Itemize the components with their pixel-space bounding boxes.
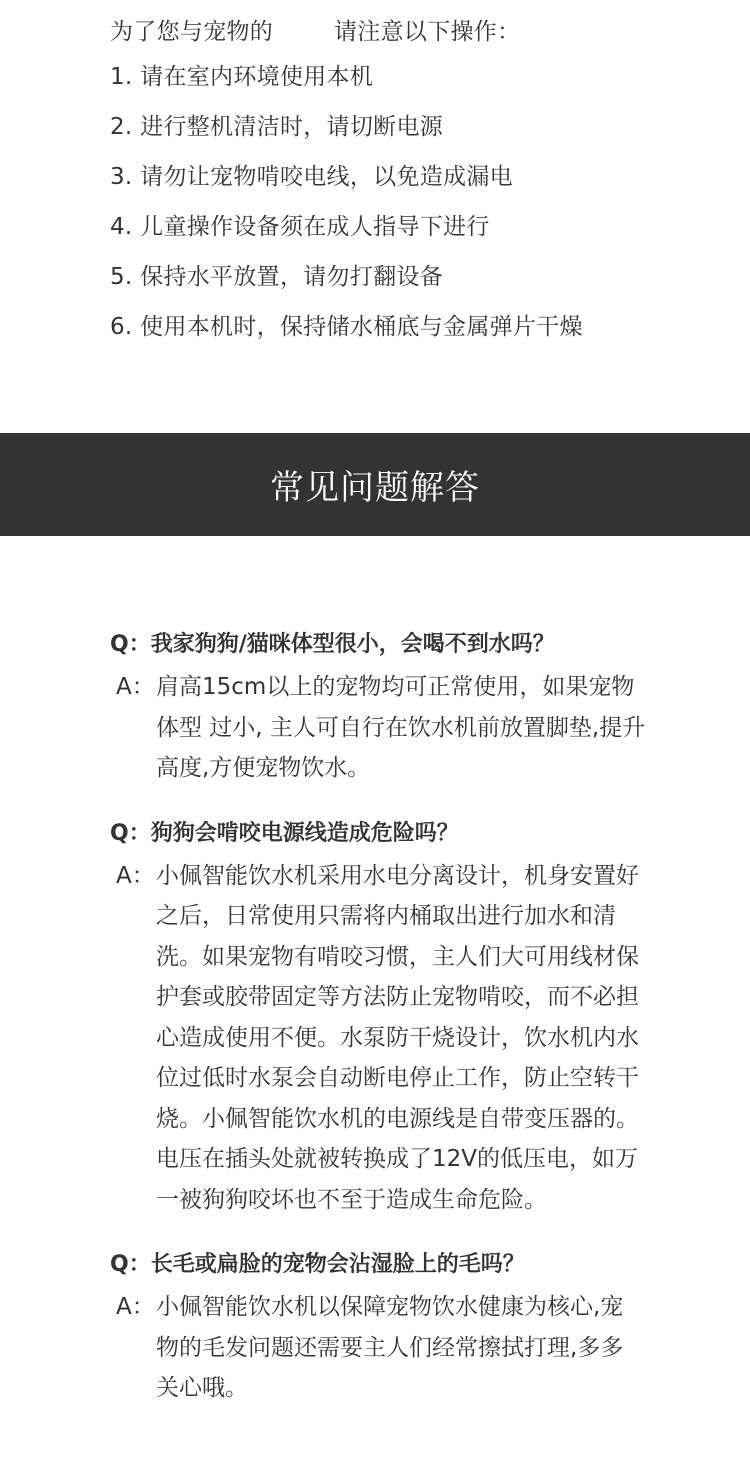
faq-answer-prefix: A： (116, 674, 155, 700)
faq-answer (110, 667, 730, 789)
notice-item: 2. 进行整机清洁时，请切断电源 (110, 114, 444, 140)
faq-section (110, 623, 730, 1432)
faq-answer (110, 856, 730, 1221)
faq-answer-prefix: A： (116, 1294, 155, 1320)
safety-notice (110, 12, 730, 352)
faq-question: Q：我家狗狗/猫咪体型很小，会喝不到水吗？ (110, 632, 555, 657)
faq-item (110, 812, 730, 1221)
notice-item: 5. 保持水平放置，请勿打翻设备 (110, 264, 444, 290)
faq-item (110, 623, 730, 789)
notice-item: 4. 儿童操作设备须在成人指导下进行 (110, 214, 490, 240)
faq-answer (110, 1287, 730, 1409)
faq-answer-text: 小佩智能饮水机以保障宠物饮水健康为核心,宠物的毛发问题还需要主人们经常擦拭打理,多多关心哦。 (156, 1294, 624, 1401)
faq-question: Q：长毛或扁脸的宠物会沾湿脸上的毛吗？ (110, 1252, 525, 1277)
notice-list (110, 52, 730, 352)
faq-question: Q：狗狗会啃咬电源线造成危险吗？ (110, 820, 459, 846)
faq-answer-text: 肩高15cm以上的宠物均可正常使用，如果宠物体型 过小, 主人可自行在饮水机前放置脚垫,提升高度,方便宠物饮水。 (156, 674, 646, 781)
notice-item: 3. 请勿让宠物啃咬电线，以免造成漏电 (110, 164, 513, 190)
notice-item: 6. 使用本机时，保持储水桶底与金属弹片干燥 (110, 314, 583, 340)
notice-item: 1. 请在室内环境使用本机 (110, 64, 374, 90)
notice-intro: 为了您与宠物的 请注意以下操作： (110, 19, 521, 45)
faq-answer-text: 小佩智能饮水机采用水电分离设计，机身安置好之后，日常使用只需将内桶取出进行加水和清洗。如果宠物有啃咬习惯，主人们大可用线材保护套或胶带固定等方法防止宠物啃咬，而不必担心造成使用不便。水泵防干烧设计，饮水机内水位过低时水泵会自动断电停止工作，防止空转干烧。小佩智能饮水机的电源线是自带变压器的。电压在插头处就被转换成了12V的低压电，如万一被狗狗咬坏也不至于造成生命危险。 (156, 862, 639, 1213)
faq-item (110, 1243, 730, 1409)
faq-banner (0, 433, 750, 536)
faq-answer-prefix: A： (116, 862, 155, 889)
faq-banner-title: 常见问题解答 (270, 468, 480, 508)
